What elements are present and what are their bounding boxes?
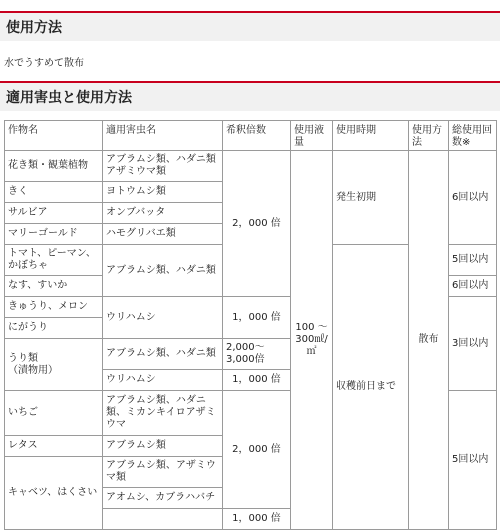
pest-cell: ウリハムシ xyxy=(103,370,223,391)
count-cell: 6回以内 xyxy=(449,151,497,245)
pest-cell xyxy=(103,509,223,530)
header-count: 総使用回数※ xyxy=(449,121,497,151)
header-method: 使用方法 xyxy=(409,121,449,151)
crop-cell: レタス xyxy=(5,436,103,457)
pest-cell: アブラムシ類、ハダニ類 xyxy=(103,245,223,297)
header-volume: 使用液量 xyxy=(291,121,333,151)
pest-cell: アブラムシ類 xyxy=(103,436,223,457)
pest-cell: ヨトウムシ類 xyxy=(103,182,223,203)
pest-cell: アブラムシ類、ハダニ類 xyxy=(103,339,223,370)
volume-cell: 100 ～ 300㎖/㎡ xyxy=(291,151,333,530)
count-cell: 5回以内 xyxy=(449,391,497,530)
section-header-pests xyxy=(0,81,500,111)
header-dilution: 希釈倍数 xyxy=(223,121,291,151)
crop-cell: きく xyxy=(5,182,103,203)
crop-cell: にがうり xyxy=(5,318,103,339)
crop-cell: マリーゴールド xyxy=(5,224,103,245)
header-timing: 使用時期 xyxy=(333,121,409,151)
crop-cell: サルビア xyxy=(5,203,103,224)
pest-cell: ハモグリバエ類 xyxy=(103,224,223,245)
dilution-cell: 2,000～ 3,000倍 xyxy=(223,339,291,370)
method-cell: 散布 xyxy=(409,151,449,530)
crop-cell: 花き類・観葉植物 xyxy=(5,151,103,182)
pest-cell: アオムシ、カブラハバチ xyxy=(103,488,223,509)
crop-cell: うり類 （漬物用） xyxy=(5,339,103,391)
header-crop: 作物名 xyxy=(5,121,103,151)
pest-cell: アブラムシ類、アザミウマ類 xyxy=(103,457,223,488)
dilution-cell: 2，000 倍 xyxy=(223,151,291,297)
pest-cell: ウリハムシ xyxy=(103,297,223,339)
count-cell: 6回以内 xyxy=(449,276,497,297)
dilution-cell: 2，000 倍 xyxy=(223,391,291,509)
pest-cell: アブラムシ類、ハダニ類、ミカンキイロアザミウマ xyxy=(103,391,223,436)
crop-cell: きゅうり、メロン xyxy=(5,297,103,318)
crop-cell: トマト、ピーマン、かぼちゃ xyxy=(5,245,103,276)
timing-cell: 収穫前日まで xyxy=(333,245,409,530)
section-title: 使用方法 xyxy=(6,20,62,36)
usage-description: 水でうすめて散布 xyxy=(4,58,84,69)
section-title: 適用害虫と使用方法 xyxy=(6,90,132,106)
section-header-usage xyxy=(0,11,500,41)
dilution-cell: 1，000 倍 xyxy=(223,297,291,339)
header-pest: 適用害虫名 xyxy=(103,121,223,151)
count-cell: 5回以内 xyxy=(449,245,497,276)
application-table xyxy=(4,120,497,530)
crop-cell: いちご xyxy=(5,391,103,436)
pest-cell: アブラムシ類、ハダニ類アザミウマ類 xyxy=(103,151,223,182)
dilution-cell: 1，000 倍 xyxy=(223,509,291,530)
table-row xyxy=(5,151,497,182)
dilution-cell: 1，000 倍 xyxy=(223,370,291,391)
pest-cell: オンブバッタ xyxy=(103,203,223,224)
crop-cell: キャベツ、はくさい xyxy=(5,457,103,530)
count-cell: 3回以内 xyxy=(449,297,497,391)
timing-cell: 発生初期 xyxy=(333,151,409,245)
crop-cell: なす、すいか xyxy=(5,276,103,297)
